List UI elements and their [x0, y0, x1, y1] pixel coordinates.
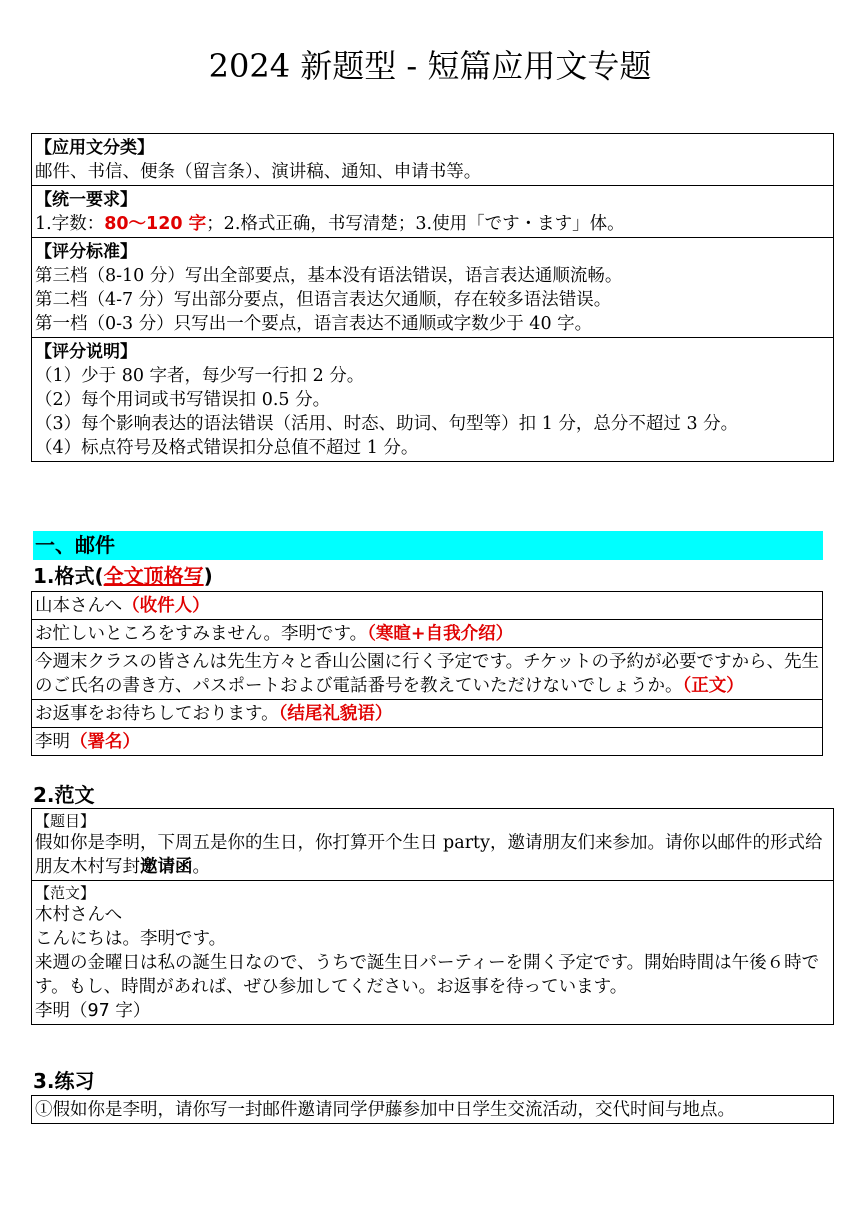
sample-heading: 2.范文	[33, 783, 95, 807]
word-count-highlight: 80～120 字	[104, 214, 207, 234]
explain-line: （4）标点符号及格式错误扣分总值不超过 1 分。	[35, 438, 419, 458]
prompt-label: 【题目】	[35, 812, 96, 830]
requirement-part-b: ；2.格式正确，书写清楚；3.使用「です・ます」体。	[206, 214, 625, 234]
prompt-part-a: 假如你是李明，下周五是你的生日，你打算开个生日 party，邀请朋友们来参加。请你以邮件的形式给朋友木村写封	[35, 833, 823, 877]
practice-heading: 3.练习	[33, 1069, 95, 1093]
essay-line: こんにちは。李明です。	[35, 929, 227, 949]
body-text: 今週末クラスの皆さんは先生方々と香山公園に行く予定です。チケットの予約が必要ですから、先生のご氏名の書き方、パスポートおよび電話番号を教えていただけないでしょうか。	[35, 652, 819, 696]
essay-line: 木村さんへ	[35, 905, 123, 925]
category-row	[32, 134, 833, 185]
signature-note: （署名）	[70, 732, 140, 752]
requirement-row	[32, 185, 833, 237]
format-heading-b: )	[203, 564, 213, 588]
standard-line: 第三档（8-10 分）写出全部要点，基本没有语法错误，语言表达通顺流畅。	[35, 266, 623, 286]
format-row-body	[32, 647, 822, 699]
practice-row: ①假如你是李明，请你写一封邮件邀请同学伊藤参加中日学生交流活动，交代时间与地点。	[35, 1100, 735, 1120]
closing-note: （结尾礼貌语）	[278, 704, 393, 724]
format-row-recipient	[32, 592, 822, 619]
format-row-signature	[32, 727, 822, 755]
explain-heading: 【评分说明】	[35, 342, 137, 362]
recipient-note: （收件人）	[122, 596, 210, 616]
format-row-greeting	[32, 619, 822, 647]
sample-prompt-row	[32, 809, 833, 880]
essay-line: 来週の金曜日は私の誕生日なので、うちで誕生日パーティーを開く予定です。開始時間は午後６時です。もし、時間があれば、ぜひ参加してください。お返事を待っています。	[35, 953, 820, 997]
requirement-part-a: 1.字数：	[35, 214, 105, 234]
prompt-part-b: 。	[192, 857, 210, 877]
requirement-heading: 【统一要求】	[35, 190, 137, 210]
prompt-text	[35, 831, 830, 879]
prompt-bold: 邀请函	[140, 857, 193, 877]
explain-line: （1）少于 80 字者，每少写一行扣 2 分。	[35, 366, 365, 386]
greeting-note: （寒暄+自我介绍）	[367, 624, 514, 644]
sample-table	[31, 808, 834, 1025]
closing-text: お返事をお待ちしております。	[35, 704, 279, 724]
page-title: 2024 新题型 - 短篇应用文专题	[208, 47, 652, 85]
signature-text: 李明	[35, 732, 70, 752]
essay-label: 【范文】	[35, 884, 96, 902]
explain-line: （2）每个用词或书写错误扣 0.5 分。	[35, 390, 331, 410]
greeting-text: お忙しいところをすみません。李明です。	[35, 624, 368, 644]
section-heading-mail: 一、邮件	[33, 531, 823, 560]
format-heading	[33, 563, 213, 589]
body-note: （正文）	[682, 676, 744, 696]
category-heading: 【应用文分类】	[35, 138, 154, 158]
category-text: 邮件、书信、便条（留言条）、演讲稿、通知、申请书等。	[35, 162, 482, 182]
format-row-closing	[32, 699, 822, 727]
explain-line: （3）每个影响表达的语法错误（活用、时态、助词、句型等）扣 1 分，总分不超过 3 分。	[35, 414, 739, 434]
format-heading-highlight: 全文顶格写	[103, 564, 204, 588]
explain-row	[32, 337, 833, 461]
standard-line: 第二档（4-7 分）写出部分要点，但语言表达欠通顺，存在较多语法错误。	[35, 290, 612, 310]
practice-table	[31, 1095, 834, 1124]
rules-table	[31, 133, 834, 462]
essay-line: 李明（97 字）	[35, 1001, 151, 1021]
standard-heading: 【评分标准】	[35, 242, 137, 262]
sample-essay-row	[32, 880, 833, 1024]
format-heading-a: 1.格式(	[33, 564, 104, 588]
requirement-text	[35, 212, 830, 236]
standard-row	[32, 237, 833, 337]
recipient-text: 山本さんへ	[35, 596, 123, 616]
format-table	[31, 591, 823, 756]
standard-line: 第一档（0-3 分）只写出一个要点，语言表达不通顺或字数少于 40 字。	[35, 314, 593, 334]
